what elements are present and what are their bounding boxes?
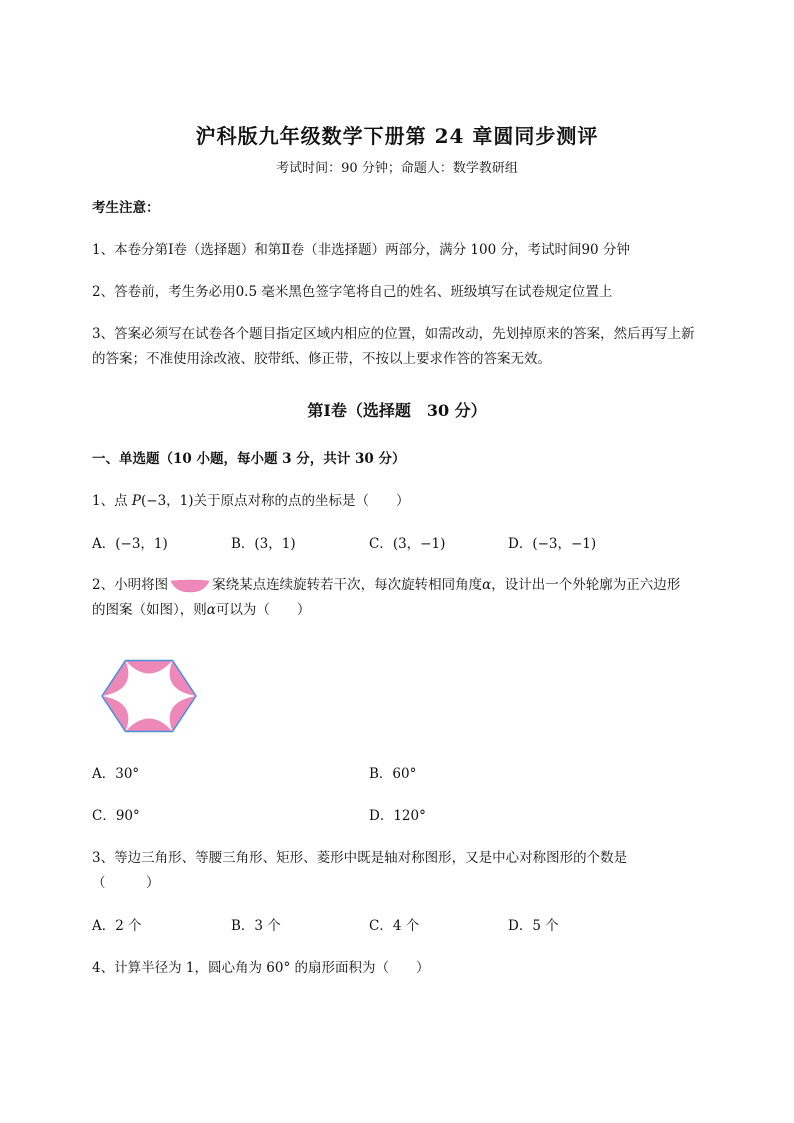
q2-alpha: α <box>482 577 492 593</box>
question-3-line-2: （ ） <box>92 875 160 891</box>
exam-info: 考试时间：90 分钟；命题人：数学教研组 <box>276 161 518 176</box>
notice-heading: 考生注意： <box>92 200 160 216</box>
question-2-line-2 <box>92 598 742 623</box>
section-title: 第Ⅰ卷（选择题 30 分） <box>307 401 487 420</box>
q1-option-b[interactable]: B．(3，1) <box>231 536 296 552</box>
q1-prefix: 1、点 <box>92 493 132 509</box>
notice-item-3-line-2: 的答案；不准使用涂改液、胶带纸、修正带，不按以上要求作答的答案无效。 <box>92 351 551 367</box>
hexagon-petal <box>126 719 173 732</box>
crescent-shape-icon <box>170 579 210 593</box>
q3-option-d[interactable]: D．5 个 <box>508 918 559 934</box>
q1-option-a[interactable]: A．(−3，1) <box>92 536 168 552</box>
q1-option-d[interactable]: D．(−3，−1) <box>508 536 597 552</box>
q2-text-c: ，设计出一个外轮廓为正六边形 <box>491 577 681 593</box>
q3-option-b[interactable]: B．3 个 <box>231 918 281 934</box>
question-3-line-1: 3、等边三角形、等腰三角形、矩形、菱形中既是轴对称图形，又是中心对称图形的个数是 <box>92 850 628 866</box>
notice-item-2: 2、答卷前，考生务必用0.5 毫米黑色签字笔将自己的姓名、班级填写在试卷规定位置上 <box>92 284 613 300</box>
part-heading: 一、单选题（10 小题，每小题 3 分，共计 30 分） <box>92 451 406 467</box>
q2-text-a: 2、小明将图 <box>92 577 169 593</box>
q1-option-c[interactable]: C．(3，−1) <box>369 536 446 552</box>
hexagon-petals <box>102 660 196 731</box>
q2-option-c[interactable]: C．90° <box>92 808 140 824</box>
question-2-line-1 <box>92 573 742 598</box>
question-1 <box>92 489 742 514</box>
notice-item-1: 1、本卷分第Ⅰ卷（选择题）和第Ⅱ卷（非选择题）两部分，满分 100 分，考试时间90 分钟 <box>92 242 630 258</box>
q2-alpha-2: α <box>206 602 216 618</box>
q3-option-c[interactable]: C．4 个 <box>369 918 420 934</box>
q1-suffix: (−3，1)关于原点对称的点的坐标是（ ） <box>140 493 410 509</box>
q2-text-d: 的图案（如图），则 <box>92 602 207 618</box>
page-title: 沪科版九年级数学下册第 24 章圆同步测评 <box>195 124 599 148</box>
notice-item-3-line-1: 3、答案必须写在试卷各个题目指定区域内相应的位置，如需改动，先划掉原来的答案，然后再写上新 <box>92 326 695 342</box>
q2-option-b[interactable]: B．60° <box>369 766 417 782</box>
hexagon-pattern-figure <box>100 654 198 738</box>
q3-option-a[interactable]: A．2 个 <box>92 918 142 934</box>
q2-text-b: 案绕某点连续旋转若干次，每次旋转相同角度 <box>212 577 483 593</box>
q2-text-e: 可以为（ ） <box>215 602 311 618</box>
hexagon-petal <box>126 660 173 673</box>
question-4: 4、计算半径为 1，圆心角为 60° 的扇形面积为（ ） <box>92 960 430 976</box>
q2-option-a[interactable]: A．30° <box>92 766 140 782</box>
q2-option-d[interactable]: D．120° <box>369 808 426 824</box>
q1-variable: P <box>131 493 141 509</box>
